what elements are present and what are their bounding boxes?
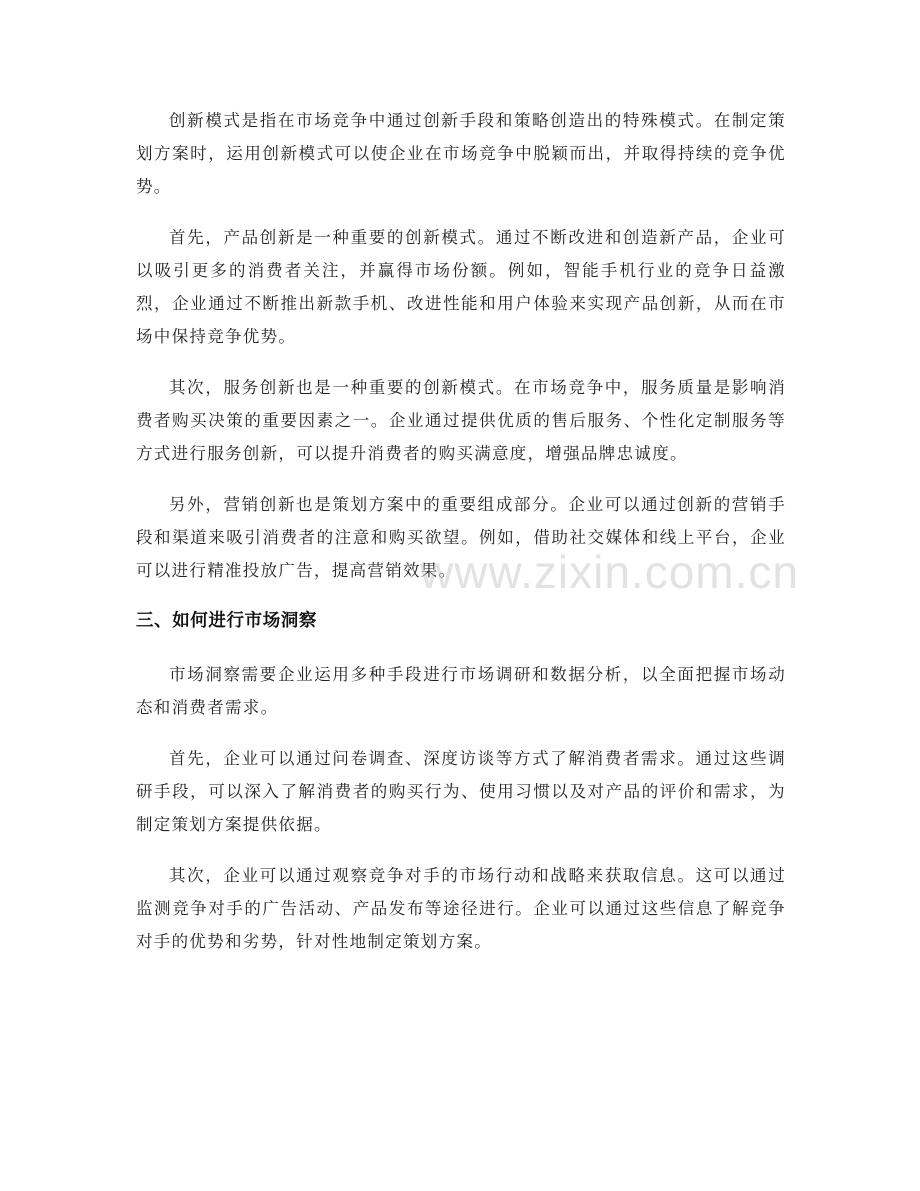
document-body xyxy=(136,104,786,976)
paragraph-marketing-innovation: 另外，营销创新也是策划方案中的重要组成部分。企业可以通过创新的营销手段和渠道来吸引消费者的注意和购买欲望。例如，借助社交媒体和线上平台，企业可以进行精准投放广告，提高营销效果。 xyxy=(136,495,786,580)
paragraph-competitor-observation: 其次，企业可以通过观察竞争对手的市场行动和战略来获取信息。这可以通过监测竞争对手的广告活动、产品发布等途径进行。企业可以通过这些信息了解竞争对手的优势和劣势，针对性地制定策划方案。 xyxy=(136,866,786,951)
paragraph-service-innovation: 其次，服务创新也是一种重要的创新模式。在市场竞争中，服务质量是影响消费者购买决策的重要因素之一。企业通过提供优质的售后服务、个性化定制服务等方式进行服务创新，可以提升消费者的购买满意度，增强品牌忠诚度。 xyxy=(136,378,786,463)
watermark-text: www.zixin.com.cn xyxy=(420,546,799,598)
paragraph-innovation-intro: 创新模式是指在市场竞争中通过创新手段和策略创造出的特殊模式。在制定策划方案时，运用创新模式可以使企业在市场竞争中脱颖而出，并取得持续的竞争优势。 xyxy=(136,111,786,196)
paragraph-consumer-research: 首先，企业可以通过问卷调查、深度访谈等方式了解消费者需求。通过这些调研手段，可以深入了解消费者的购买行为、使用习惯以及对产品的评价和需求，为制定策划方案提供依据。 xyxy=(136,749,786,834)
paragraph-product-innovation: 首先，产品创新是一种重要的创新模式。通过不断改进和创造新产品，企业可以吸引更多的消费者关注，并赢得市场份额。例如，智能手机行业的竞争日益激烈，企业通过不断推出新款手机、改进性能和用户体验来实现产品创新，从而在市场中保持竞争优势。 xyxy=(136,228,786,346)
section-heading: 三、如何进行市场洞察 xyxy=(136,611,317,631)
paragraph-market-insight-intro: 市场洞察需要企业运用多种手段进行市场调研和数据分析，以全面把握市场动态和消费者需求。 xyxy=(136,665,786,717)
